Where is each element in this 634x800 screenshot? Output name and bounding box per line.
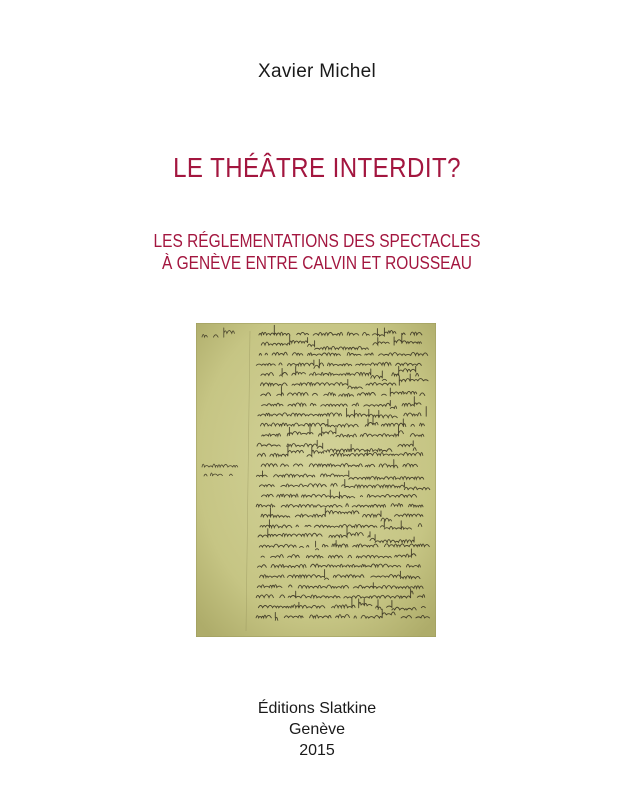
publisher-block <box>0 698 634 761</box>
author-name: Xavier Michel <box>258 61 376 82</box>
subtitle-line-2: À GENÈVE ENTRE CALVIN ET ROUSSEAU <box>162 253 472 273</box>
subtitle-line-1: LES RÉGLEMENTATIONS DES SPECTACLES <box>153 231 481 251</box>
publication-year: 2015 <box>299 742 335 759</box>
book-subtitle <box>44 230 589 274</box>
publisher-name: Éditions Slatkine <box>257 700 377 717</box>
manuscript-image <box>196 323 436 637</box>
publisher-city: Genève <box>288 721 346 738</box>
book-title: LE THÉÂTRE INTERDIT? <box>173 152 461 183</box>
